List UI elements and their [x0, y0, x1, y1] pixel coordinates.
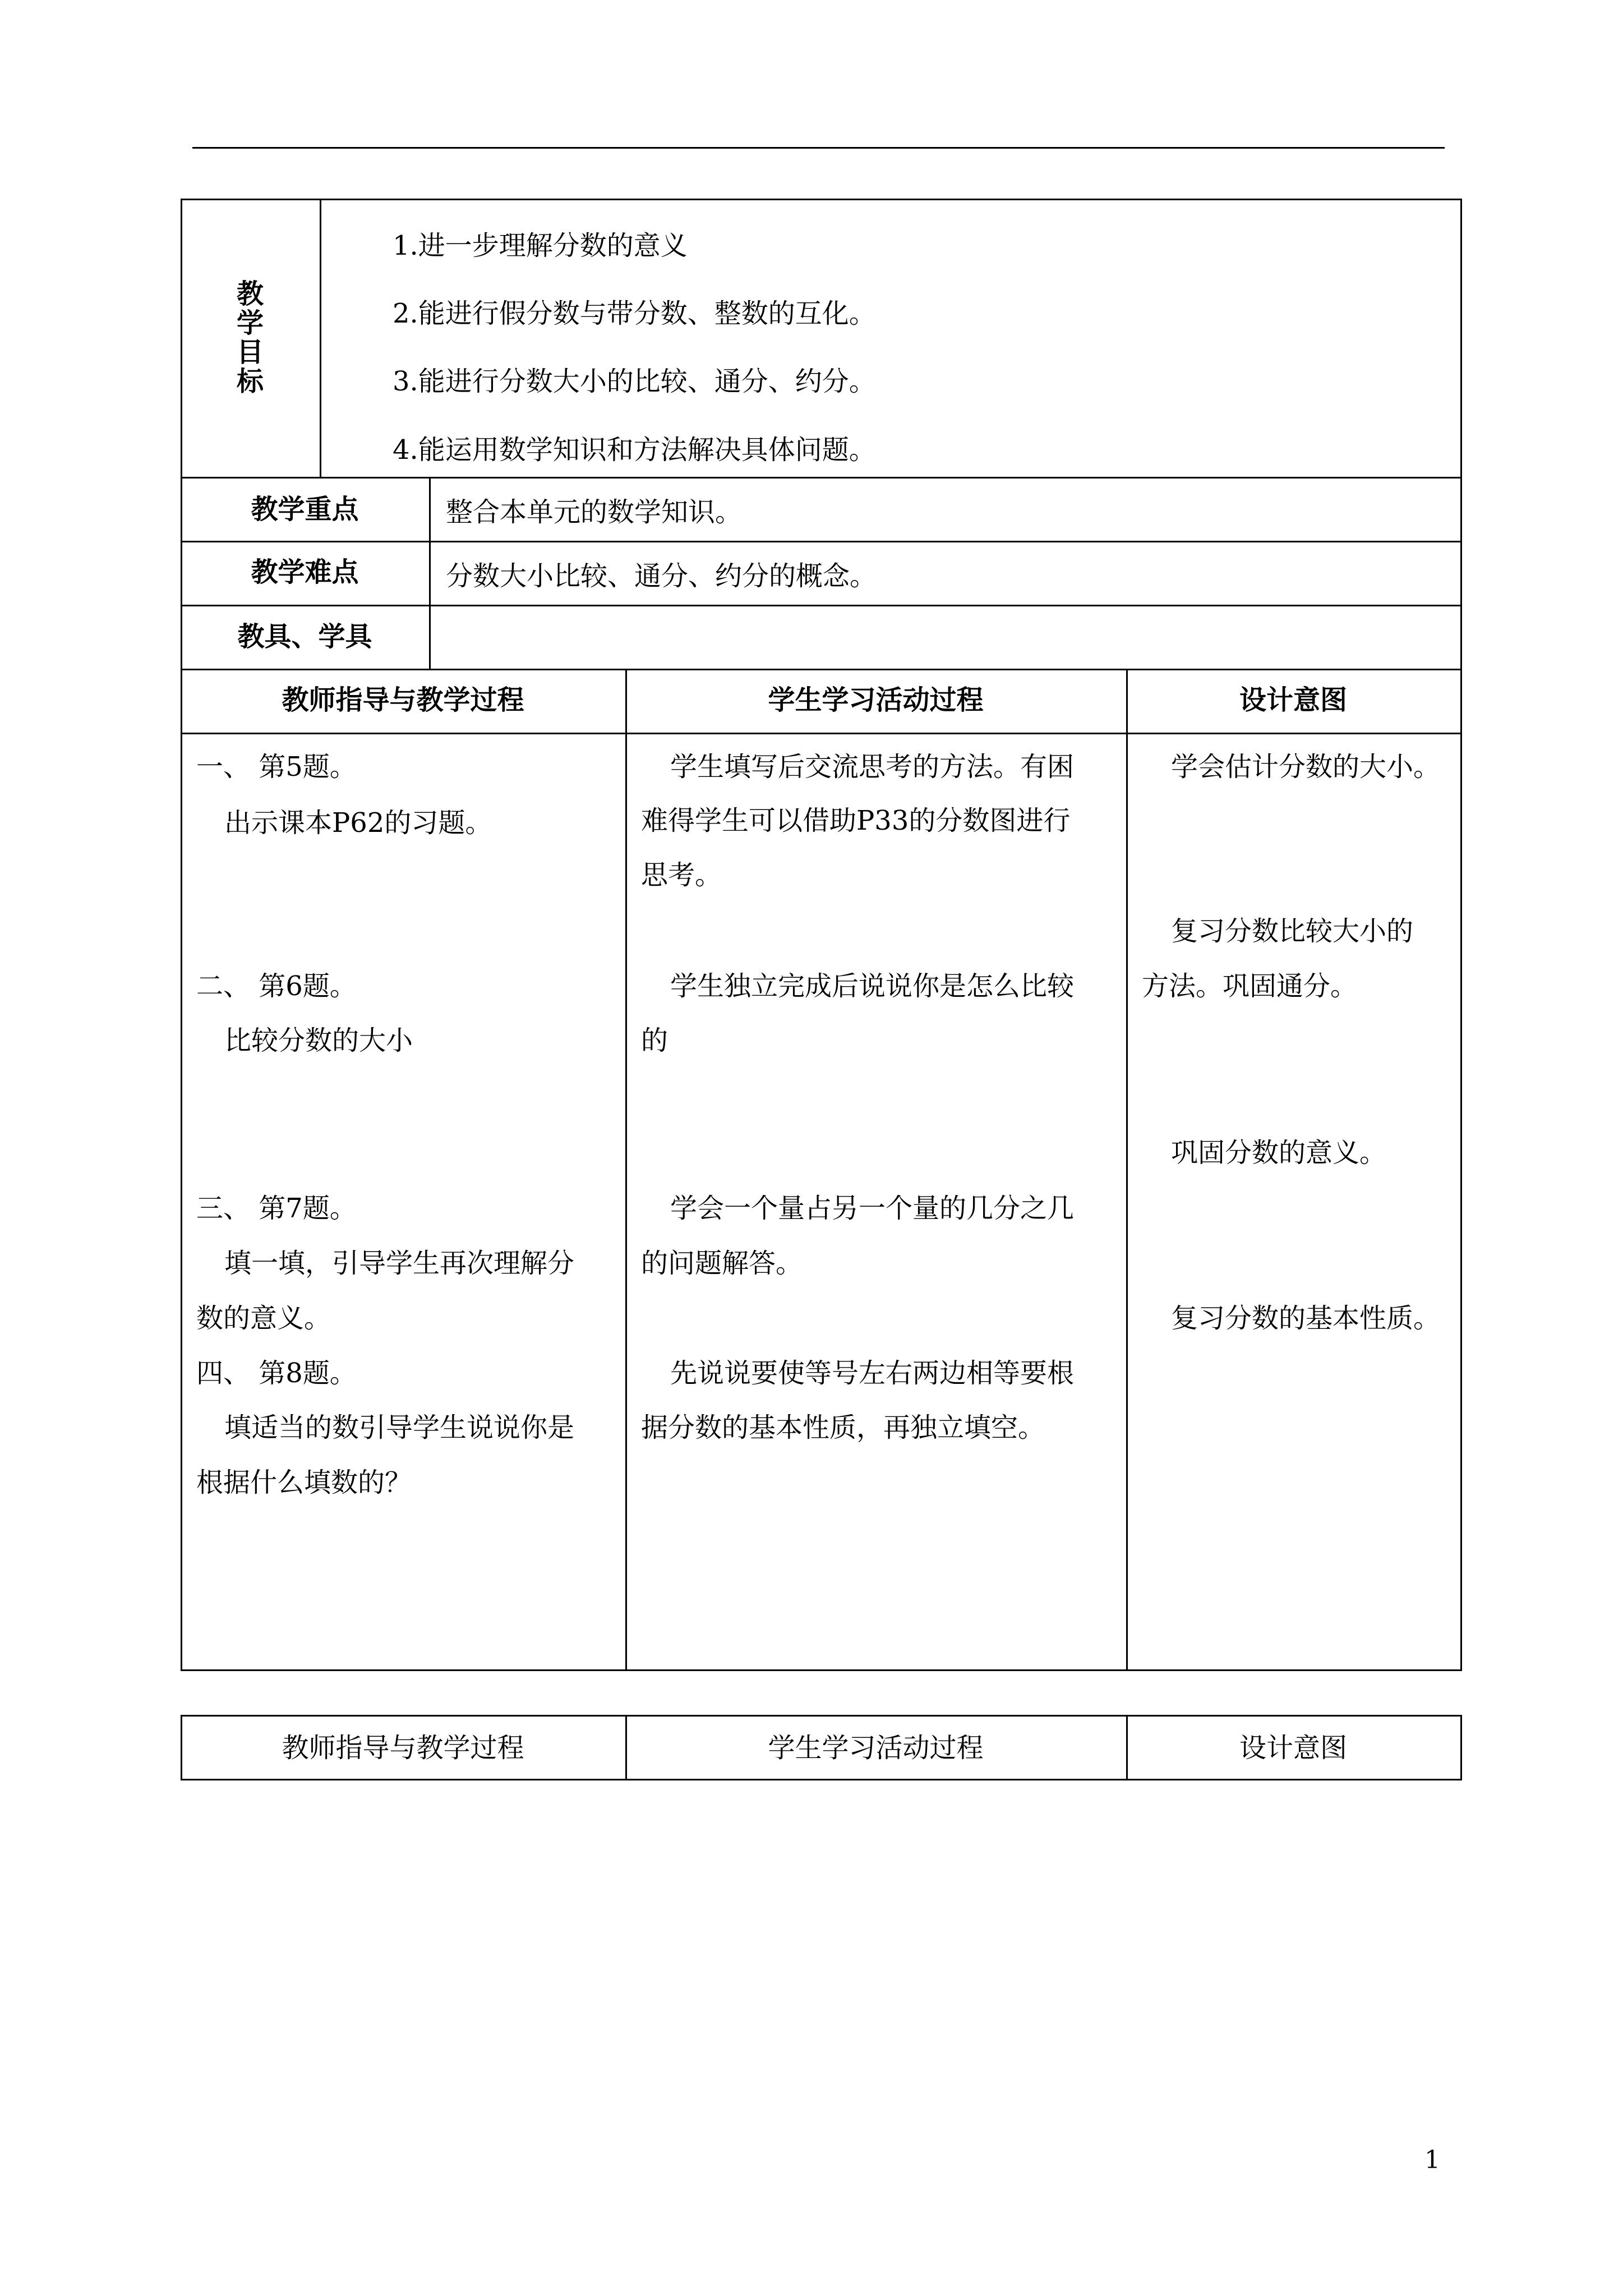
header-design-intent: 设计意图	[1239, 1732, 1347, 1764]
difficulties-label: 教学难点	[251, 556, 359, 588]
teacher-line: 填一填，引导学生再次理解分	[224, 1248, 575, 1279]
student-line: 学生独立完成后说说你是怎么比较	[670, 970, 1075, 1002]
objective-item: 3.能进行分数大小的比较、通分、约分。	[393, 366, 876, 397]
tools-label: 教具、学具	[237, 621, 372, 652]
student-line: 学生填写后交流思考的方法。有困	[670, 751, 1075, 783]
objective-item: 1.进一步理解分数的意义	[393, 230, 688, 261]
table-border-right	[1460, 1715, 1462, 1780]
table-border-right	[1460, 199, 1462, 1671]
row-divider	[181, 605, 1460, 606]
table-border-left	[181, 199, 182, 1669]
intent-line: 复习分数比较大小的	[1171, 915, 1414, 947]
header-student-activity: 学生学习活动过程	[768, 684, 984, 716]
header-teacher-process: 教师指导与教学过程	[282, 684, 524, 716]
teacher-line: 四、 第8题。	[196, 1358, 357, 1389]
student-line: 的问题解答。	[641, 1248, 803, 1279]
page-number: 1	[1424, 2146, 1440, 2174]
row-divider	[181, 733, 1460, 734]
header-design-intent: 设计意图	[1239, 684, 1347, 716]
teacher-line: 根据什么填数的？	[196, 1467, 412, 1498]
header-student-activity: 学生学习活动过程	[768, 1732, 984, 1764]
col-divider	[1126, 669, 1128, 1669]
intent-line: 方法。巩固通分。	[1142, 970, 1358, 1002]
student-line: 难得学生可以借助P33的分数图进行	[641, 805, 1071, 836]
header-teacher-process: 教师指导与教学过程	[282, 1732, 524, 1764]
objectives-label: 教 学 目 标	[236, 278, 264, 397]
col-divider	[320, 199, 321, 477]
student-line: 思考。	[641, 859, 722, 891]
intent-line: 复习分数的基本性质。	[1171, 1303, 1441, 1334]
student-line: 据分数的基本性质，再独立填空。	[641, 1412, 1045, 1443]
intent-line: 巩固分数的意义。	[1171, 1137, 1387, 1168]
table-border-bottom	[181, 1779, 1460, 1780]
table-border-top	[181, 199, 1460, 200]
teacher-line: 三、 第7题。	[196, 1193, 357, 1224]
objective-item: 4.能运用数学知识和方法解决具体问题。	[393, 434, 876, 466]
key-points-value: 整合本单元的数学知识。	[446, 496, 743, 528]
col-divider	[429, 477, 431, 669]
col-divider	[625, 669, 627, 1669]
header-rule	[192, 147, 1445, 149]
teacher-line: 一、 第5题。	[196, 751, 357, 783]
row-divider	[181, 541, 1460, 542]
teacher-line: 出示课本P62的习题。	[224, 807, 492, 839]
teacher-line: 二、 第6题。	[196, 970, 357, 1002]
key-points-label: 教学重点	[251, 494, 359, 525]
row-divider	[181, 669, 1460, 670]
teacher-line: 数的意义。	[196, 1303, 331, 1334]
student-line: 的	[641, 1025, 668, 1056]
teacher-line: 填适当的数引导学生说说你是	[224, 1412, 575, 1443]
table-border-bottom	[181, 1669, 1460, 1671]
student-line: 先说说要使等号左右两边相等要根	[670, 1358, 1075, 1389]
objective-item: 2.能进行假分数与带分数、整数的互化。	[393, 298, 876, 329]
teacher-line: 比较分数的大小	[224, 1025, 413, 1056]
difficulties-value: 分数大小比较、通分、约分的概念。	[446, 560, 877, 592]
row-divider	[181, 477, 1460, 478]
student-line: 学会一个量占另一个量的几分之几	[670, 1193, 1075, 1224]
table-border-top	[181, 1715, 1460, 1717]
intent-line: 学会估计分数的大小。	[1171, 751, 1441, 783]
